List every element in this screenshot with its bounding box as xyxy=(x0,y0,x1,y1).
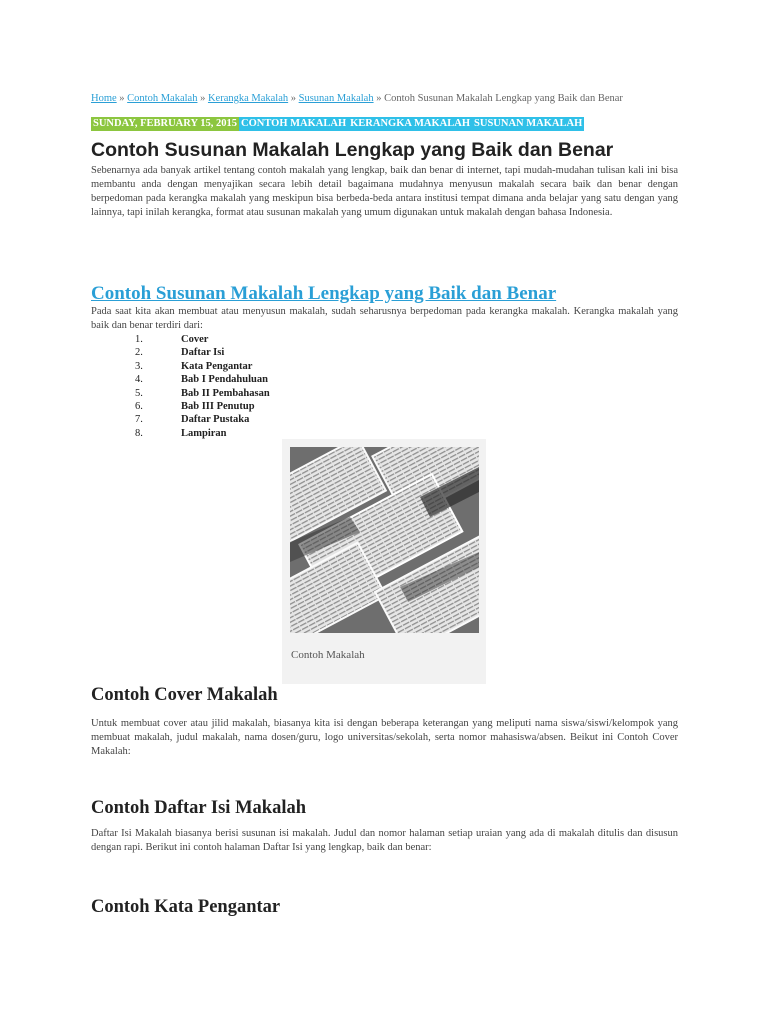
post-meta xyxy=(91,117,584,131)
list-item-number: 8. xyxy=(135,427,143,439)
list-item-number: 6. xyxy=(135,401,143,413)
list-item-number: 7. xyxy=(135,414,143,426)
list-item xyxy=(91,373,270,386)
breadcrumb-susunan-makalah-link[interactable]: Susunan Makalah xyxy=(298,93,374,104)
list-item-label: Daftar Pustaka xyxy=(181,414,250,426)
breadcrumb-separator: » xyxy=(119,93,125,104)
breadcrumb-home-link[interactable]: Home xyxy=(91,93,117,104)
list-item-label: Kata Pengantar xyxy=(181,360,253,372)
cover-paragraph: Untuk membuat cover atau jilid makalah, biasanya kita isi dengan beberapa keterangan yang meliputi nama siswa/siswi/kelompok yang membuat makalah, judul makalah, nama dosen/guru, logo universitas/sekolah, serta nomor mahasiswa/absen. Beikut ini Contoh Cover Makalah: xyxy=(91,718,678,757)
papers-photo-illustration xyxy=(290,447,479,633)
list-item-number: 3. xyxy=(135,360,143,372)
intro-paragraph: Sebenarnya ada banyak artikel tentang contoh makalah yang lengkap, baik dan benar di internet, tapi mudah-mudahan tulisan kali ini bisa membantu anda dengan menyajikan secara lebih detail bagaimana mudahnya menyusun makalah secara baik dan benar dengan berpedoman pada kerangka makalah yang meskipun bisa berbeda-beda antara institusi tempat dimana anda belajar yang satu dengan yang lainnya, tapi inilah kerangka, format atau susunan makalah yang umum digunakan untuk makalah dengan bahasa Indonesia. xyxy=(91,165,678,218)
page-title: Contoh Susunan Makalah Lengkap yang Baik dan Benar xyxy=(91,139,614,161)
list-item xyxy=(91,427,270,440)
list-item-number: 5. xyxy=(135,387,143,399)
post-date-badge: SUNDAY, FEBRUARY 15, 2015 xyxy=(93,118,238,129)
list-item-label: Daftar Isi xyxy=(181,347,225,359)
list-item xyxy=(91,387,270,400)
list-item xyxy=(91,333,270,346)
breadcrumb-kerangka-makalah-link[interactable]: Kerangka Makalah xyxy=(207,93,289,104)
section-heading xyxy=(91,282,556,306)
list-item-number: 1. xyxy=(135,334,143,345)
list-item-label: Bab II Pembahasan xyxy=(181,387,270,399)
tag-kerangka-makalah[interactable]: KERANGKA MAKALAH xyxy=(350,118,471,129)
list-item xyxy=(91,413,270,426)
list-item-label: Lampiran xyxy=(181,427,227,439)
tag-contoh-makalah[interactable]: CONTOH MAKALAH xyxy=(241,118,347,129)
list-item-label: Cover xyxy=(181,334,209,345)
breadcrumb-separator: » xyxy=(376,93,382,104)
toc-heading: Contoh Daftar Isi Makalah xyxy=(91,798,306,818)
cover-heading: Contoh Cover Makalah xyxy=(91,685,278,705)
list-item xyxy=(91,360,270,373)
breadcrumb-separator: » xyxy=(290,93,296,104)
list-item-label: Bab III Penutup xyxy=(181,401,255,413)
list-item-number: 2. xyxy=(135,347,143,359)
toc-paragraph: Daftar Isi Makalah biasanya berisi susunan isi makalah. Judul dan nomor halaman setiap uraian yang ada di makalah ditulis dan disusun dengan rapi. Berikut ini contoh halaman Daftar Isi yang lengkap, baik dan benar: xyxy=(91,828,678,853)
section-heading-link[interactable]: Contoh Susunan Makalah Lengkap yang Baik dan Benar xyxy=(91,283,557,304)
breadcrumb-separator: » xyxy=(200,93,206,104)
figure xyxy=(282,439,486,684)
outline-intro-paragraph: Pada saat kita akan membuat atau menyusun makalah, sudah seharusnya berpedoman pada kerangka makalah. Kerangka makalah yang baik dan benar terdiri dari: xyxy=(91,306,678,331)
figure-caption: Contoh Makalah xyxy=(291,649,365,661)
list-item-label: Bab I Pendahuluan xyxy=(181,374,268,386)
papers-photo[interactable] xyxy=(290,447,479,633)
foreword-heading: Contoh Kata Pengantar xyxy=(91,897,281,917)
breadcrumb xyxy=(91,93,623,104)
breadcrumb-contoh-makalah-link[interactable]: Contoh Makalah xyxy=(127,93,198,104)
outline-list xyxy=(91,333,270,440)
list-item xyxy=(91,346,270,359)
list-item-number: 4. xyxy=(135,374,143,386)
list-item xyxy=(91,400,270,413)
tag-susunan-makalah[interactable]: SUSUNAN MAKALAH xyxy=(474,118,583,129)
breadcrumb-current: Contoh Susunan Makalah Lengkap yang Baik dan Benar xyxy=(384,93,623,104)
